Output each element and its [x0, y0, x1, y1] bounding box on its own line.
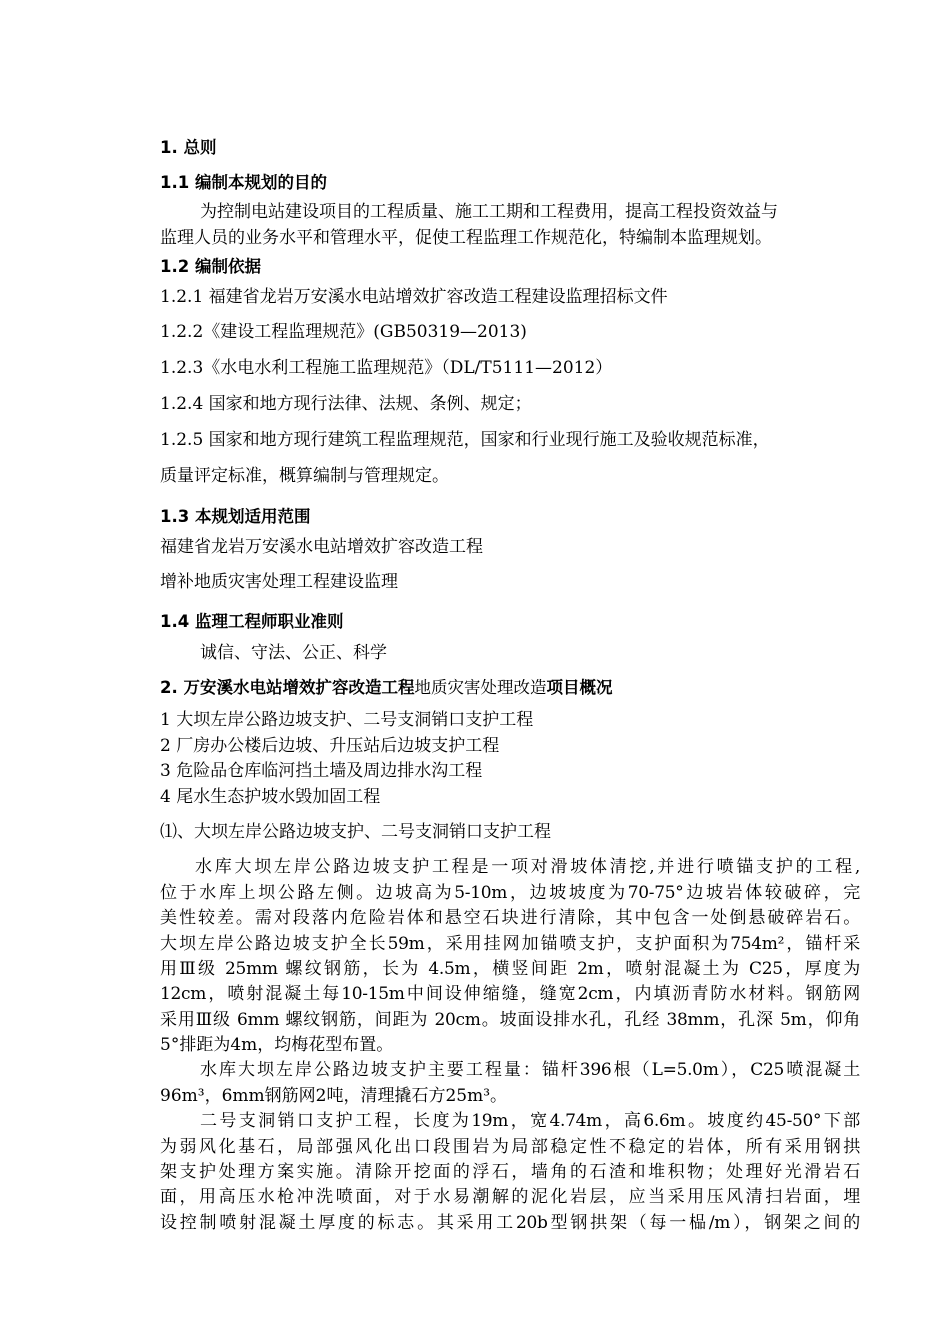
paragraph-line: 5°排距为4m，均梅花型布置。 [160, 1035, 394, 1055]
project-list-item: 3 危险品仓库临河挡土墙及周边排水沟工程 [160, 761, 483, 781]
basis-item: 1.2.3《水电水利工程施工监理规范》（DL/T5111—2012） [160, 358, 613, 378]
code-of-conduct-text: 诚信、守法、公正、科学 [200, 643, 387, 663]
paragraph-line: 水库大坝左岸公路边坡支护主要工程量：锚杆396根（L=5.0m），C25喷混凝土 [200, 1060, 860, 1080]
paragraph-line: 二号支洞销口支护工程，长度为19m，宽4.74m，高6.6m。坡度约45-50°下部 [200, 1111, 860, 1131]
paragraph-line: 面，用高压水枪冲洗喷面，对于水易潮解的泥化岩层，应当采用压风清扫岩面，埋 [160, 1187, 860, 1207]
paragraph-line: 采用Ⅲ级 6mm 螺纹钢筋，间距为 20cm。坡面设排水孔，孔经 38mm，孔深 5m，仰角 [160, 1010, 860, 1030]
section-1-1-paragraph-line: 监理人员的业务水平和管理水平，促使工程监理工作规范化，特编制本监理规划。 [160, 228, 772, 248]
paragraph-line: 水库大坝左岸公路边坡支护工程是一项对滑坡体清挖,并进行喷锚支护的工程, [195, 857, 860, 877]
paragraph-line: 架支护处理方案实施。清除开挖面的浮石，墙角的石渣和堆积物；处理好光滑岩石 [160, 1162, 860, 1182]
project-list-item: 4 尾水生态护坡水毁加固工程 [160, 787, 381, 807]
section-2-title-part: 项目概况 [546, 678, 613, 697]
section-1-1-heading: 1.1 编制本规划的目的 [160, 173, 327, 192]
basis-item: 1.2.5 国家和地方现行建筑工程监理规范，国家和行业现行施工及验收规范标准， [160, 430, 770, 450]
section-1-2-heading: 1.2 编制依据 [160, 257, 261, 276]
paragraph-line: 12cm，喷射混凝土每10-15m中间设伸缩缝，缝宽2cm，内填沥青防水材料。钢筋网 [160, 984, 860, 1004]
paragraph-line: 位于水库上坝公路左侧。边坡高为5-10m，边坡坡度为70-75°边坡岩体较破碎，完 [160, 883, 860, 903]
section-2-heading [160, 677, 613, 699]
subsection-1-heading: ⑴、大坝左岸公路边坡支护、二号支洞销口支护工程 [160, 822, 551, 842]
scope-line: 增补地质灾害处理工程建设监理 [160, 572, 398, 592]
basis-item: 1.2.2《建设工程监理规范》(GB50319—2013) [160, 322, 527, 342]
basis-item: 1.2.4 国家和地方现行法律、法规、条例、规定； [160, 394, 532, 414]
section-1-heading: 1. 总则 [160, 138, 217, 157]
scope-line: 福建省龙岩万安溪水电站增效扩容改造工程 [160, 537, 483, 557]
paragraph-line: 美性较差。需对段落内危险岩体和悬空石块进行清除，其中包含一处倒悬破碎岩石。 [160, 908, 860, 928]
paragraph-line: 为弱风化基石，局部强风化出口段围岩为局部稳定性不稳定的岩体，所有采用钢拱 [160, 1137, 860, 1157]
section-2-title-part: 2. 万安溪水电站增效扩容改造工程 [160, 678, 415, 697]
section-1-3-heading: 1.3 本规划适用范围 [160, 507, 311, 526]
paragraph-line: 大坝左岸公路边坡支护全长59m，采用挂网加锚喷支护，支护面积为754m²，锚杆采 [160, 934, 860, 954]
basis-item-continuation: 质量评定标准，概算编制与管理规定。 [160, 466, 449, 486]
project-list-item: 1 大坝左岸公路边坡支护、二号支洞销口支护工程 [160, 710, 534, 730]
paragraph-line: 用Ⅲ级 25mm 螺纹钢筋，长为 4.5m，横竖间距 2m，喷射混凝土为 C25，厚度为 [160, 959, 860, 979]
basis-item: 1.2.1 福建省龙岩万安溪水电站增效扩容改造工程建设监理招标文件 [160, 287, 668, 307]
section-1-1-paragraph-line: 为控制电站建设项目的工程质量、施工工期和工程费用，提高工程投资效益与 [200, 202, 778, 222]
paragraph-line: 96m³，6mm钢筋网2吨，清理撬石方25m³。 [160, 1086, 508, 1106]
project-list-item: 2 厂房办公楼后边坡、升压站后边坡支护工程 [160, 736, 500, 756]
section-1-4-heading: 1.4 监理工程师职业准则 [160, 612, 344, 631]
paragraph-line: 设控制喷射混凝土厚度的标志。其采用工20b型钢拱架（每一榀/m），钢架之间的 [160, 1213, 860, 1233]
section-2-title-part: 地质灾害处理改造 [414, 678, 547, 697]
